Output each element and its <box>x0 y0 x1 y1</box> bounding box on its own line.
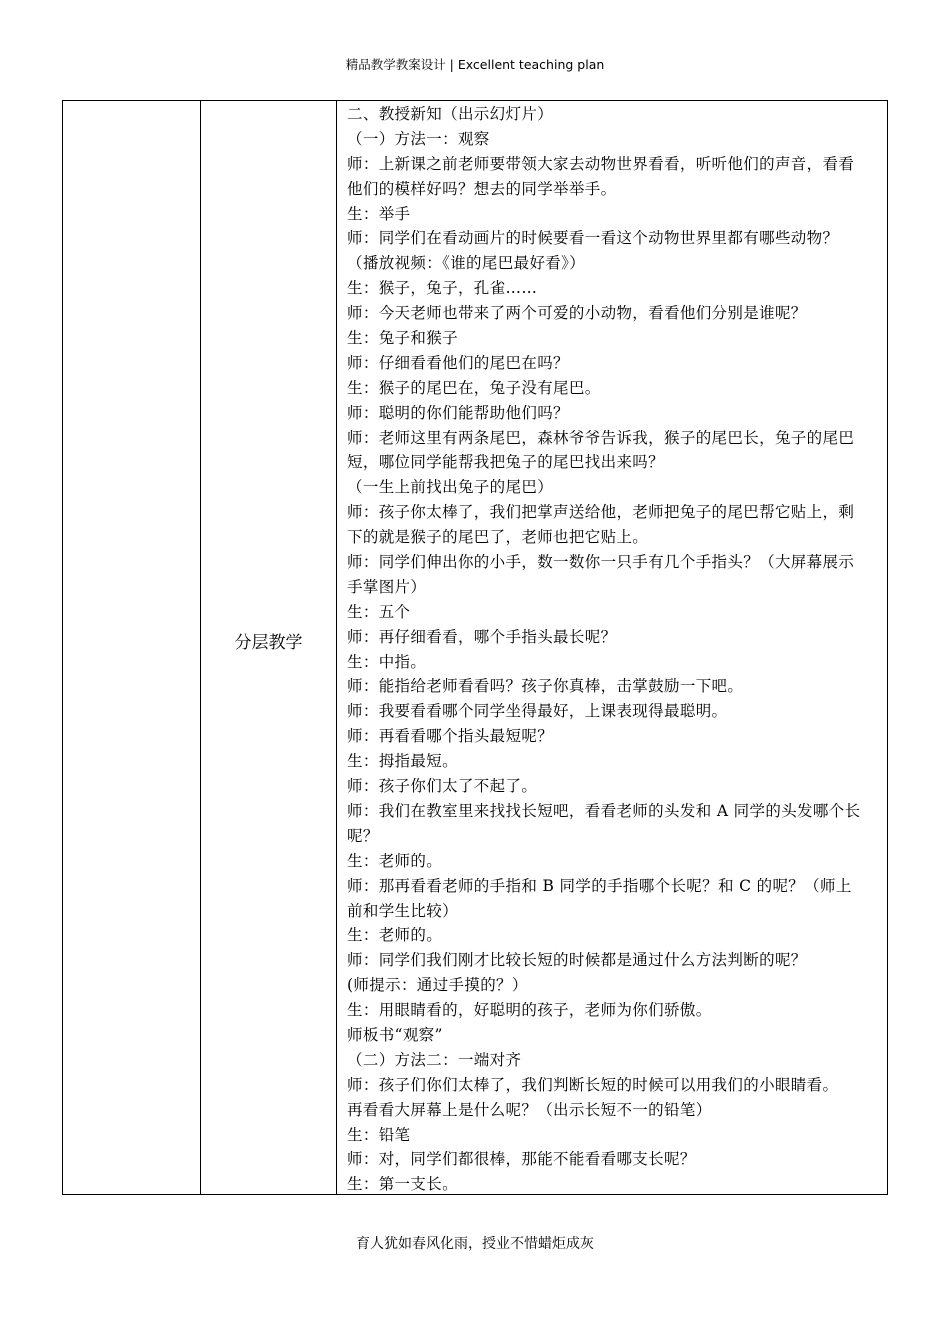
content-line: 呢？ <box>347 826 379 845</box>
content-line: 生：拇指最短。 <box>347 752 458 771</box>
content-line: 师：今天老师也带来了两个可爱的小动物，看看他们分别是谁呢？ <box>347 304 807 323</box>
content-line: 师：再看看哪个指头最短呢？ <box>347 727 554 746</box>
content-line: 师：老师这里有两条尾巴，森林爷爷告诉我，猴子的尾巴长，兔子的尾巴 <box>347 428 855 447</box>
lesson-plan-table <box>62 100 888 1195</box>
content-line: 师：同学们我们刚才比较长短的时候都是通过什么方法判断的呢？ <box>347 951 807 970</box>
content-line: （二）方法二：一端对齐 <box>347 1050 522 1069</box>
content-line: 师：那再看看老师的手指和 B 同学的手指哪个长呢？和 C 的呢？（师上 <box>347 876 852 895</box>
content-line: 再看看大屏幕上是什么呢？（出示长短不一的铅笔） <box>347 1100 712 1119</box>
content-line: （一）方法一：观察 <box>347 129 490 148</box>
page-header: 精品教学教案设计 | Excellent teaching plan <box>345 57 605 72</box>
content-line: 师：聪明的你们能帮助他们吗？ <box>347 403 569 422</box>
content-line: 生：中指。 <box>347 652 427 671</box>
content-line: 下的就是猴子的尾巴了，老师也把它贴上。 <box>347 528 649 547</box>
content-line: 生：兔子和猴子 <box>347 329 458 348</box>
content-line: 生：猴子的尾巴在，兔子没有尾巴。 <box>347 378 601 397</box>
lesson-content-cell <box>347 102 885 1197</box>
content-line: 手掌图片） <box>347 577 427 596</box>
page-footer: 育人犹如春风化雨，授业不惜蜡炬成灰 <box>356 1236 594 1252</box>
content-line: 师：孩子你太棒了，我们把掌声送给他，老师把兔子的尾巴帮它贴上，剩 <box>347 503 855 522</box>
content-line: 师：再仔细看看，哪个手指头最长呢？ <box>347 627 617 646</box>
content-line: （一生上前找出兔子的尾巴） <box>347 478 554 497</box>
content-line: 生：举手 <box>347 204 411 223</box>
content-line: 生：老师的。 <box>347 851 443 870</box>
content-line: 师：上新课之前老师要带领大家去动物世界看看，听听他们的声音，看看 <box>347 154 855 173</box>
content-line: 生：用眼睛看的，好聪明的孩子，老师为你们骄傲。 <box>347 1001 712 1020</box>
content-line: (师提示：通过手摸的？） <box>347 976 528 995</box>
column-divider <box>336 101 337 1194</box>
content-line: 师：对，同学们都很棒，那能不能看看哪支长呢？ <box>347 1150 696 1169</box>
content-line: 前和学生比较） <box>347 901 458 920</box>
content-line: 师：能指给老师看看吗？孩子你真棒，击掌鼓励一下吧。 <box>347 677 744 696</box>
content-line: 师：仔细看看他们的尾巴在吗？ <box>347 353 569 372</box>
content-line: 生：猴子，兔子，孔雀…… <box>347 279 538 298</box>
content-line: 短，哪位同学能帮我把兔子的尾巴找出来吗？ <box>347 453 665 472</box>
content-line: 他们的模样好吗？想去的同学举举手。 <box>347 179 617 198</box>
content-line: 师：同学们伸出你的小手，数一数你一只手有几个手指头？（大屏幕展示 <box>347 553 855 572</box>
content-line: 生：铅笔 <box>347 1125 411 1144</box>
content-line: 师：孩子你们太了不起了。 <box>347 777 538 796</box>
content-line: 生：五个 <box>347 602 411 621</box>
content-line: 师：我们在教室里来找找长短吧，看看老师的头发和 A 同学的头发哪个长 <box>347 801 861 820</box>
content-line: 师板书“观察” <box>347 1025 443 1044</box>
content-line: 师：同学们在看动画片的时候要看一看这个动物世界里都有哪些动物？ <box>347 229 839 248</box>
content-line: 生：老师的。 <box>347 926 443 945</box>
content-line: 师：孩子们你们太棒了，我们判断长短的时候可以用我们的小眼睛看。 <box>347 1075 839 1094</box>
content-line: 师：我要看看哪个同学坐得最好，上课表现得最聪明。 <box>347 702 728 721</box>
content-line: （播放视频：《谁的尾巴最好看》） <box>347 254 586 273</box>
section-label-cell: 分层教学 <box>234 633 303 653</box>
content-line: 二、教授新知（出示幻灯片） <box>347 105 554 123</box>
content-line: 生：第一支长。 <box>347 1175 458 1194</box>
